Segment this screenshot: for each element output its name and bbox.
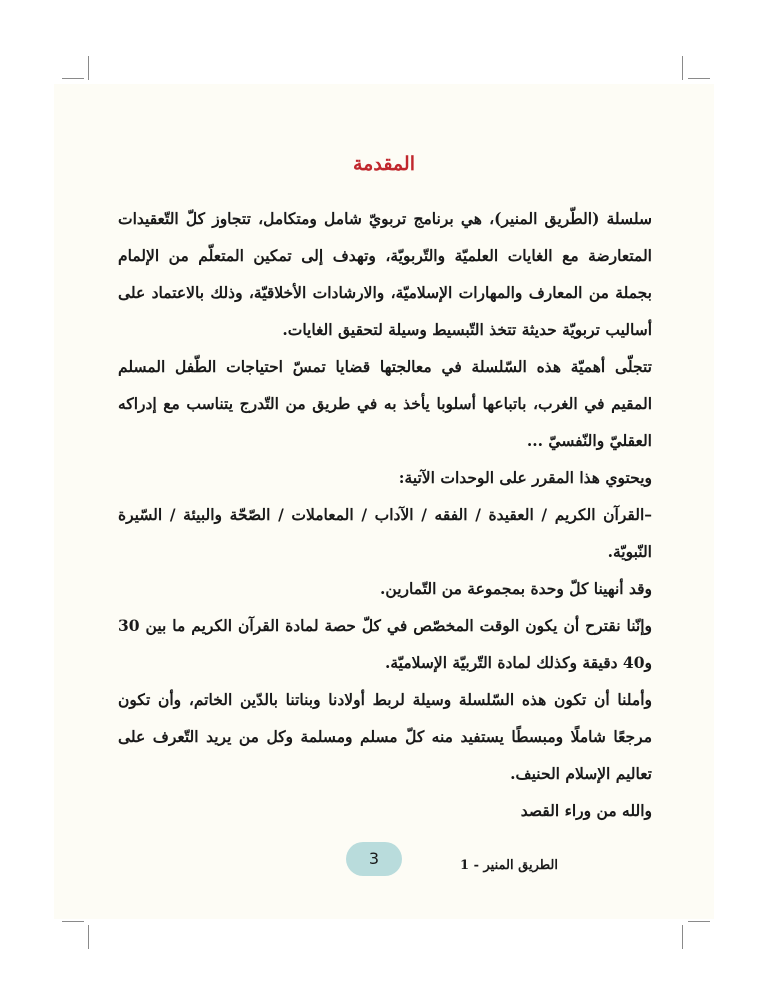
crop-mark-top-left [88,56,89,80]
crop-mark-bottom-left [88,925,89,949]
crop-mark-top-right [682,56,683,80]
crop-mark-bottom-right [682,925,683,949]
paragraph-hope: وأملنا أن تكون هذه السّلسلة وسيلة لربط أولادنا وبناتنا بالدّين الخاتم، وأن تكون مرجعًا شاملًا ومبسطًا يستفيد منه كلّ مسلم ومسلمة وكل من يريد التّعرف على تعاليم الإسلام الحنيف. [118,690,652,783]
paragraph-intro: سلسلة (الطّريق المنير)، هي برنامج تربويّ شامل ومتكامل، تتجاوز كلّ التّعقيدات المتعارضة مع الغايات العلميّة والتّربويّة، وتهدف إلى تمكين المتعلّم من الإلمام بجملة من المعارف والمهارات الإسلاميّة، والارشادات الأخلاقيّة، وذلك بالاعتماد على أساليب تربويّة حديثة تتخذ التّبسيط وسيلة لتحقيق الغايات. [118,209,652,339]
crop-mark-bottom-left-h [62,921,84,922]
paragraph-units-intro: ويحتوي هذا المقرر على الوحدات الآتية: [398,468,652,487]
paragraph-closing: والله من وراء القصد [520,801,652,820]
crop-mark-top-right-h [688,78,710,79]
footer-series-label: الطريق المنير - 1 [460,858,558,873]
paragraph-units-list: –القرآن الكريم / العقيدة / الفقه / الآداب / المعاملات / الصّحّة والبيئة / السّيرة النّبويّة. [118,505,652,561]
paragraph-time: وإنّنا نقترح أن يكون الوقت المخصّص في كلّ حصة لمادة القرآن الكريم ما بين 30 و40 دقيقة وكذلك لمادة التّربيّة الإسلاميّة. [118,616,652,672]
page-title: المقدمة [352,153,415,175]
paragraph-exercises: وقد أنهينا كلّ وحدة بمجموعة من التّمارين. [380,579,652,598]
crop-mark-bottom-right-h [688,921,710,922]
paragraph-importance: تتجلّى أهميّة هذه السّلسلة في معالجتها قضايا تمسّ احتياجات الطّفل المسلم المقيم في الغرب، باتباعها أسلوبا يأخذ به في طريق من التّدرج يتناسب مع إدراكه العقليّ والنّفسيّ ... [118,357,652,450]
crop-mark-top-left-h [62,78,84,79]
page-number-badge: 3 [346,842,402,876]
document-body [118,200,652,829]
